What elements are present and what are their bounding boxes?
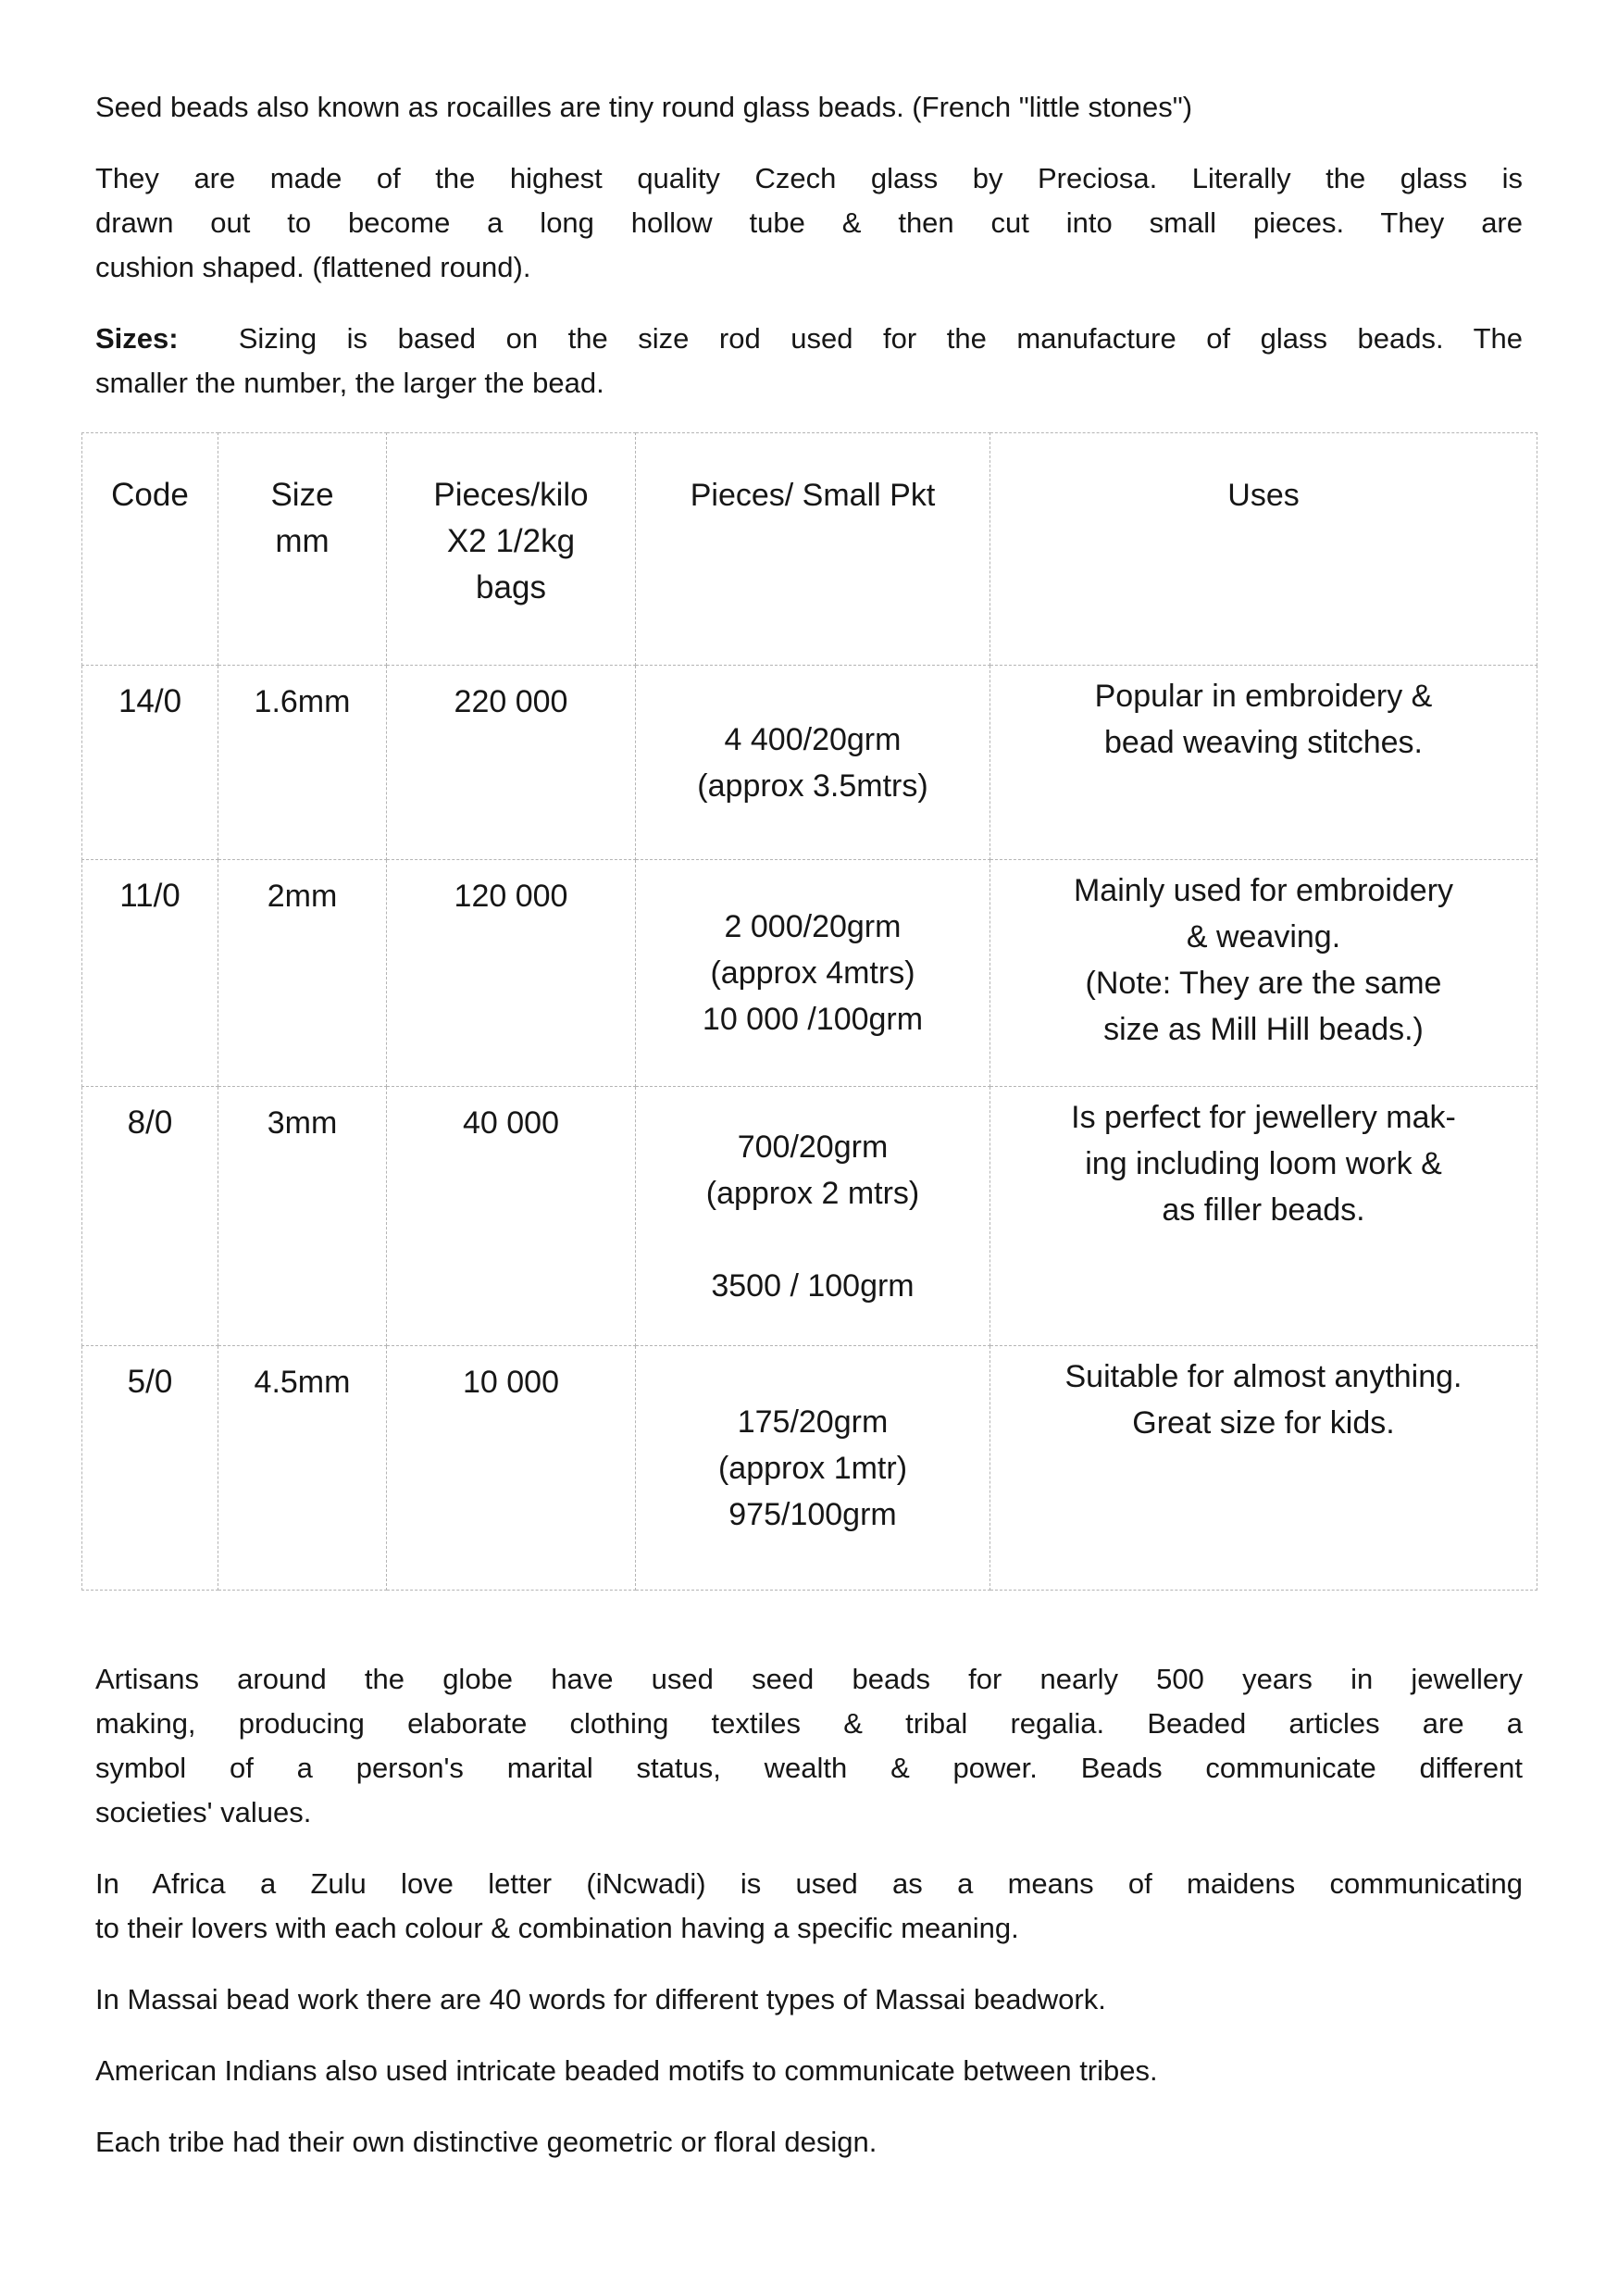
- cell-uses: [990, 1087, 1537, 1346]
- table-header-row: [82, 433, 1537, 666]
- cell-line: (approx 2 mtrs): [705, 1175, 920, 1211]
- tribe-design-paragraph: [95, 2120, 1523, 2165]
- cell-line: size as Mill Hill beads.): [1103, 1012, 1424, 1047]
- artisans-paragraph: [95, 1657, 1523, 1835]
- cell-line: 4 400/20grm: [724, 721, 902, 757]
- cell-line: as filler beads.: [1162, 1192, 1365, 1228]
- cell-line: 975/100grm: [728, 1496, 897, 1532]
- cell-small-pkt: [636, 1087, 990, 1346]
- cell-code: 5/0: [82, 1346, 218, 1591]
- cell-uses: [990, 666, 1537, 860]
- cell-line: [637, 1217, 989, 1263]
- cell-line: Is perfect for jewellery mak-: [1071, 1100, 1456, 1135]
- header-line: X2 1/2kg: [446, 523, 576, 559]
- table-row: [82, 666, 1537, 860]
- massai-paragraph: [95, 1978, 1523, 2022]
- sizes-label: Sizes:: [95, 322, 179, 355]
- cell-line: 175/20grm: [737, 1404, 889, 1440]
- cell-line: Great size for kids.: [1132, 1405, 1395, 1441]
- cell-line: 10 000 /100grm: [702, 1002, 924, 1037]
- paragraph-line: to their lovers with each colour & combination having a specific meaning.: [95, 1912, 1019, 1944]
- paragraph-line: Artisans around the globe have used seed beads for nearly 500 years in jewellery: [95, 1663, 1523, 1695]
- header-line: Uses: [1227, 478, 1300, 513]
- header-line: mm: [275, 523, 330, 559]
- cell-line: (approx 3.5mtrs): [697, 767, 928, 804]
- paragraph-line: making, producing elaborate clothing textiles & tribal regalia. Beaded articles are a: [95, 1707, 1523, 1740]
- cell-small-pkt: [636, 666, 990, 860]
- paragraph-line: drawn out to become a long hollow tube & then cut into small pieces. They are: [95, 206, 1523, 239]
- col-header-uses: [990, 433, 1537, 666]
- cell-line: (approx 1mtr): [717, 1450, 908, 1486]
- cell-line: Suitable for almost anything.: [1064, 1359, 1462, 1394]
- intro-paragraph-1: [95, 85, 1523, 130]
- col-header-size: [218, 433, 387, 666]
- cell-small-pkt: [636, 1346, 990, 1591]
- paragraph-line: smaller the number, the larger the bead.: [95, 367, 604, 399]
- cell-line: 2 000/20grm: [724, 909, 902, 944]
- american-indians-paragraph: [95, 2049, 1523, 2093]
- paragraph-line: American Indians also used intricate beaded motifs to communicate between tribes.: [95, 2054, 1158, 2087]
- paragraph-line: They are made of the highest quality Czech glass by Preciosa. Literally the glass is: [95, 162, 1523, 194]
- cell-small-pkt: [636, 860, 990, 1087]
- cell-uses: [990, 860, 1537, 1087]
- bead-size-table: [81, 432, 1537, 1591]
- cell-size: 3mm: [218, 1087, 387, 1346]
- header-line: Pieces/ Small Pkt: [690, 478, 936, 513]
- cell-code: 11/0: [82, 860, 218, 1087]
- cell-line: 3500 / 100grm: [711, 1267, 915, 1304]
- paragraph-line: cushion shaped. (flattened round).: [95, 251, 531, 283]
- header-line: Size: [270, 477, 334, 513]
- cell-line: & weaving.: [1186, 919, 1341, 955]
- paragraph-line: societies' values.: [95, 1796, 312, 1828]
- cell-pieces-kilo: 40 000: [387, 1087, 636, 1346]
- cell-line: (approx 4mtrs): [710, 955, 915, 991]
- cell-line: bead weaving stitches.: [1104, 725, 1423, 760]
- table-row: [82, 1346, 1537, 1591]
- cell-pieces-kilo: 10 000: [387, 1346, 636, 1591]
- cell-pieces-kilo: 220 000: [387, 666, 636, 860]
- cell-code: 8/0: [82, 1087, 218, 1346]
- col-header-pieces-kilo: [387, 433, 636, 666]
- bead-size-table-wrapper: [81, 432, 1523, 1591]
- header-line: bags: [476, 569, 546, 605]
- paragraph-line: Seed beads also known as rocailles are tiny round glass beads. (French "little stones"): [95, 91, 1193, 123]
- zulu-letter-paragraph: [95, 1862, 1523, 1951]
- table-row: [82, 860, 1537, 1087]
- header-line: Pieces/kilo: [433, 477, 589, 513]
- intro-paragraph-2: [95, 156, 1523, 290]
- cell-line: Mainly used for embroidery: [1073, 873, 1454, 908]
- sizes-text: Sizing is based on the size rod used for the manufacture of glass beads. The: [178, 322, 1523, 355]
- paragraph-line: [95, 317, 1523, 361]
- col-header-code: [82, 433, 218, 666]
- cell-line: Popular in embroidery &: [1094, 679, 1433, 714]
- cell-line: (Note: They are the same: [1085, 966, 1442, 1001]
- cell-code: 14/0: [82, 666, 218, 860]
- paragraph-line: In Massai bead work there are 40 words for different types of Massai beadwork.: [95, 1983, 1106, 2015]
- cell-uses: [990, 1346, 1537, 1591]
- paragraph-line: Each tribe had their own distinctive geometric or floral design.: [95, 2126, 877, 2158]
- sizes-paragraph: [95, 317, 1523, 406]
- cell-line: 700/20grm: [737, 1129, 889, 1165]
- col-header-small-pkt: [636, 433, 990, 666]
- cell-size: 4.5mm: [218, 1346, 387, 1591]
- header-line: Code: [111, 477, 189, 513]
- paragraph-line: In Africa a Zulu love letter (iNcwadi) is used as a means of maidens communicating: [95, 1867, 1523, 1900]
- cell-size: 2mm: [218, 860, 387, 1087]
- cell-line: ing including loom work &: [1085, 1146, 1442, 1181]
- cell-size: 1.6mm: [218, 666, 387, 860]
- table-row: [82, 1087, 1537, 1346]
- paragraph-line: symbol of a person's marital status, wealth & power. Beads communicate different: [95, 1752, 1523, 1784]
- cell-pieces-kilo: 120 000: [387, 860, 636, 1087]
